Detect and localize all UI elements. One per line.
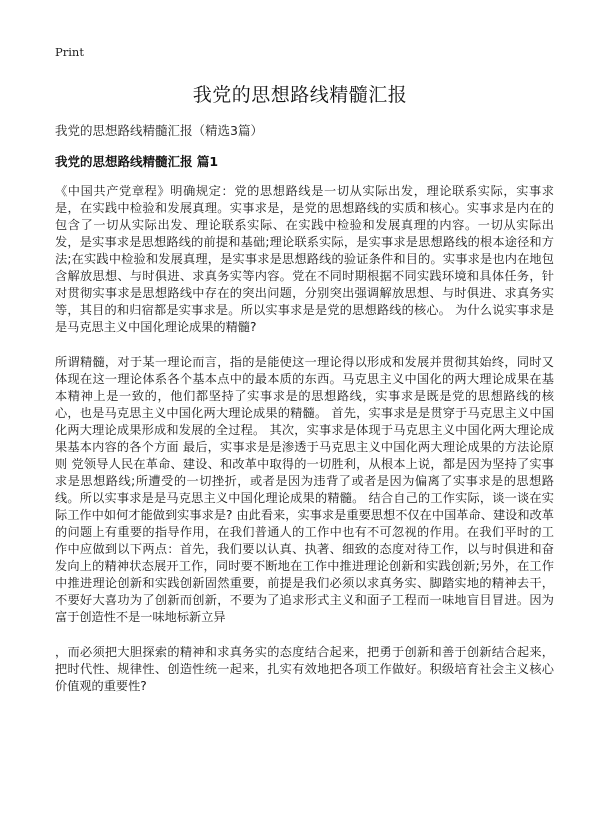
body-paragraph: ，而必须把大胆探索的精神和求真务实的态度结合起来，把勇于创新和善于创新结合起来，把时代性、规律性、创造性统一起来，扎实有效地把各项工作做好。积级培育社会主义核心价值观的重要性? <box>55 645 554 693</box>
section-heading: 我党的思想路线精髓汇报 篇1 <box>55 154 219 169</box>
print-label: Print <box>55 45 84 59</box>
body-paragraph: 所谓精髓，对于某一理论而言，指的是能使这一理论得以形成和发展并贯彻其始终，同时又体现在这一理论体系各个基本点中的最本质的东西。马克思主义中国化的两大理论成果在基本精神上是一致的，他们都坚持了实事求是的思想路线，实事求是既是党的思想路线的核心，也是马克思主义中国化两大理论成果的精髓。 首先，实事求是是贯穿于马克思主义中国化两大理论成果形成和发展的全过程。 其次，实事求是体现于马克思主义中国化两大理论成果基本内容的各个方面 最后，实事求是是渗透于马克思主义中国化两大理论成果的方法论原则 党领导人民在革命、建设、和改革中取得的一切胜利，从根本上说，都是因为坚持了实事求是思想路线;所遭受的一切挫折，或者是因为违背了或者是因为偏离了实事求是的思想路线。所以实事求是是马克思主义中国化理论成果的精髓。 结合自己的工作实际，谈一谈在实际工作中如何才能做到实事求是? 由此看来，实事求是重要思想不仅在中国革命、建设和改革的问题上有重要的指导作用，在我们普通人的工作中也有不可忽视的作用。在我们平时的工作中应做到以下两点：首先，我们要以认真、执著、细致的态度对待工作，以与时俱进和奋发向上的精神状态展开工作，同时要不断地在工作中推进理论创新和实践创新;另外，在工作中推进理论创新和实践创新固然重要，前提是我们必须以求真务实、脚踏实地的精神去干，不要好大喜功为了创新而创新，不要为了追求形式主义和面子工程而一味地盲目冒进。因为富于创造性不是一味地标新立异 <box>55 355 554 624</box>
document-subtitle: 我党的思想路线精髓汇报（精选3篇） <box>55 123 263 138</box>
body-paragraph: 《中国共产党章程》明确规定：党的思想路线是一切从实际出发，理论联系实际，实事求是，在实践中检验和发展真理。实事求是，是党的思想路线的实质和核心。实事求是内在的包含了一切从实际出发、理论联系实际、在实践中检验和发展真理的内容。一切从实际出发，是实事求是思想路线的前提和基础;理论联系实际，是实事求是思想路线的根本途径和方法;在实践中检验和发展真理，是实事求是思想路线的验证条件和目的。实事求是也内在地包含解放思想、与时俱进、求真务实等内容。党在不同时期根据不同实践环境和具体任务，针对贯彻实事求是思想路线中存在的突出问题，分别突出强调解放思想、与时俱进、求真务实等，其目的和归宿都是实事求是。所以实事求是是党的思想路线的核心。 为什么说实事求是是马克思主义中国化理论成果的精髓? <box>55 184 554 334</box>
document-body <box>55 183 554 713</box>
document-title: 我党的思想路线精髓汇报 <box>192 84 408 106</box>
